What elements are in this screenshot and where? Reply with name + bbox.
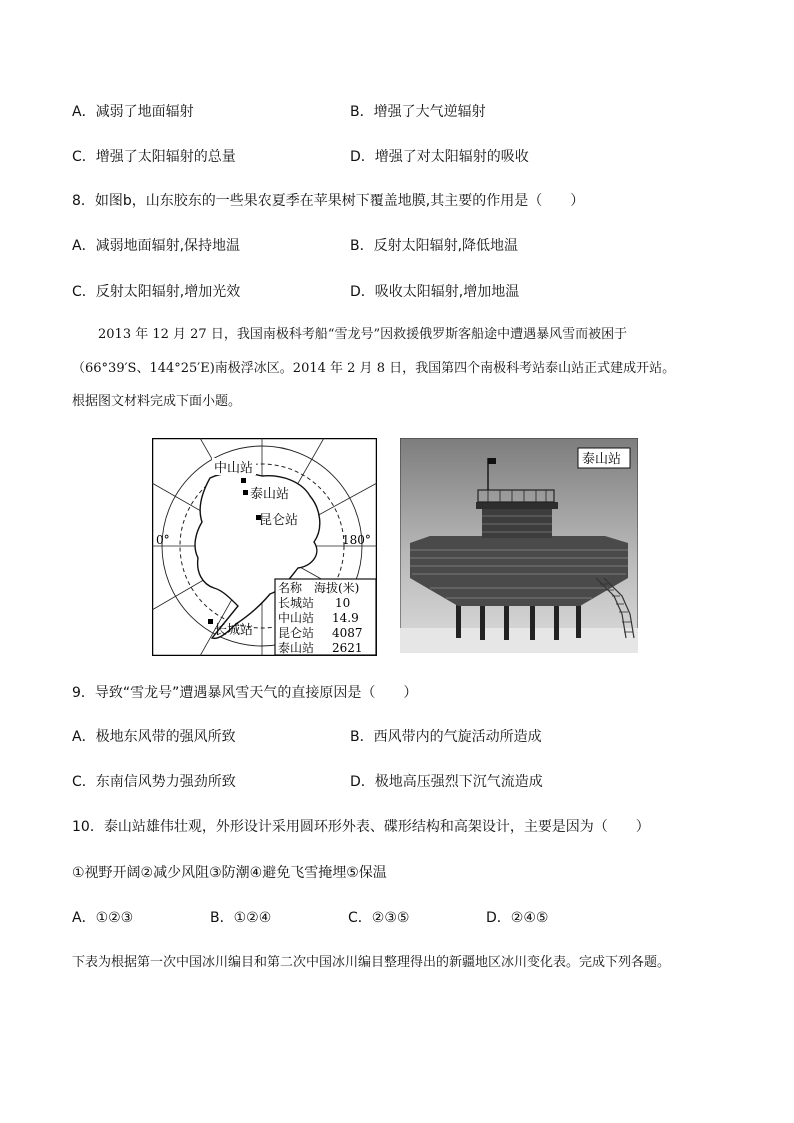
q8-option-b: B．反射太阳辐射,降低地温 [350, 238, 519, 254]
label-zhongshan-station: 中山站 [214, 461, 254, 476]
table-row-altitude: 4087 [332, 626, 363, 640]
passage-line-3: 根据图文材料完成下面小题。 [72, 394, 242, 409]
label-longitude-0: 0° [156, 533, 170, 547]
q7-option-a: A．减弱了地面辐射 [72, 104, 194, 120]
q8-option-a: A．减弱地面辐射,保持地温 [72, 238, 241, 254]
table-row-name: 泰山站 [278, 641, 315, 655]
q7-option-c: C．增强了太阳辐射的总量 [72, 149, 236, 165]
q10-stem: 10．泰山站雄伟壮观，外形设计采用圆环形外表、碟形结构和高架设计，主要是因为（ ） [72, 819, 650, 835]
q10-option-d: D．②④⑤ [486, 910, 549, 926]
q9-option-c: C．东南信风势力强劲所致 [72, 774, 236, 790]
q10-option-c: C．②③⑤ [348, 910, 410, 926]
table-row-altitude: 10 [335, 596, 351, 610]
q10-option-a: A．①②③ [72, 910, 134, 926]
q7-option-b: B．增强了大气逆辐射 [350, 104, 486, 120]
next-section-intro: 下表为根据第一次中国冰川编目和第二次中国冰川编目整理得出的新疆地区冰川变化表。完成下列各题。 [72, 955, 671, 970]
label-taishan-station: 泰山站 [250, 487, 290, 502]
q8-option-d: D．吸收太阳辐射,增加地温 [350, 284, 520, 300]
label-kunlun-station: 昆仑站 [259, 513, 299, 528]
q8-option-c: C．反射太阳辐射,增加光效 [72, 284, 241, 300]
label-longitude-180: 180° [342, 533, 371, 547]
table-row-name: 长城站 [278, 596, 315, 610]
table-row-name: 中山站 [278, 611, 315, 625]
q10-option-b: B．①②④ [210, 910, 272, 926]
label-changcheng-station: 长城站 [214, 623, 254, 638]
passage-line-2: （66°39′S、144°25′E)南极浮冰区。2014 年 2 月 8 日，我国第四个南极科考站泰山站正式建成开站。 [72, 361, 676, 376]
table-header-altitude: 海拔(米) [314, 581, 360, 595]
q9-option-a: A．极地东风带的强风所致 [72, 729, 236, 745]
antarctica-map [152, 438, 377, 656]
table-header-name: 名称 [278, 581, 303, 595]
table-row-altitude: 2621 [332, 641, 363, 655]
q9-option-d: D．极地高压强烈下沉气流造成 [350, 774, 543, 790]
passage-line-1: 2013 年 12 月 27 日，我国南极科考船“雪龙号”因救援俄罗斯客船途中遭遇暴风雪而被困于 [98, 327, 628, 342]
q8-stem: 8．如图b，山东胶东的一些果农夏季在苹果树下覆盖地膜,其主要的作用是（ ） [72, 193, 585, 209]
table-row-altitude: 14.9 [332, 611, 359, 625]
q9-stem: 9．导致“雪龙号”遭遇暴风雪天气的直接原因是（ ） [72, 685, 418, 701]
q9-option-b: B．西风带内的气旋活动所造成 [350, 729, 542, 745]
photo-label: 泰山站 [582, 452, 622, 467]
q10-choices: ①视野开阔②减少风阻③防潮④避免飞雪掩埋⑤保温 [72, 865, 387, 881]
q7-option-d: D．增强了对太阳辐射的吸收 [350, 149, 529, 165]
taishan-station-photo [400, 438, 638, 653]
table-row-name: 昆仑站 [278, 626, 315, 640]
